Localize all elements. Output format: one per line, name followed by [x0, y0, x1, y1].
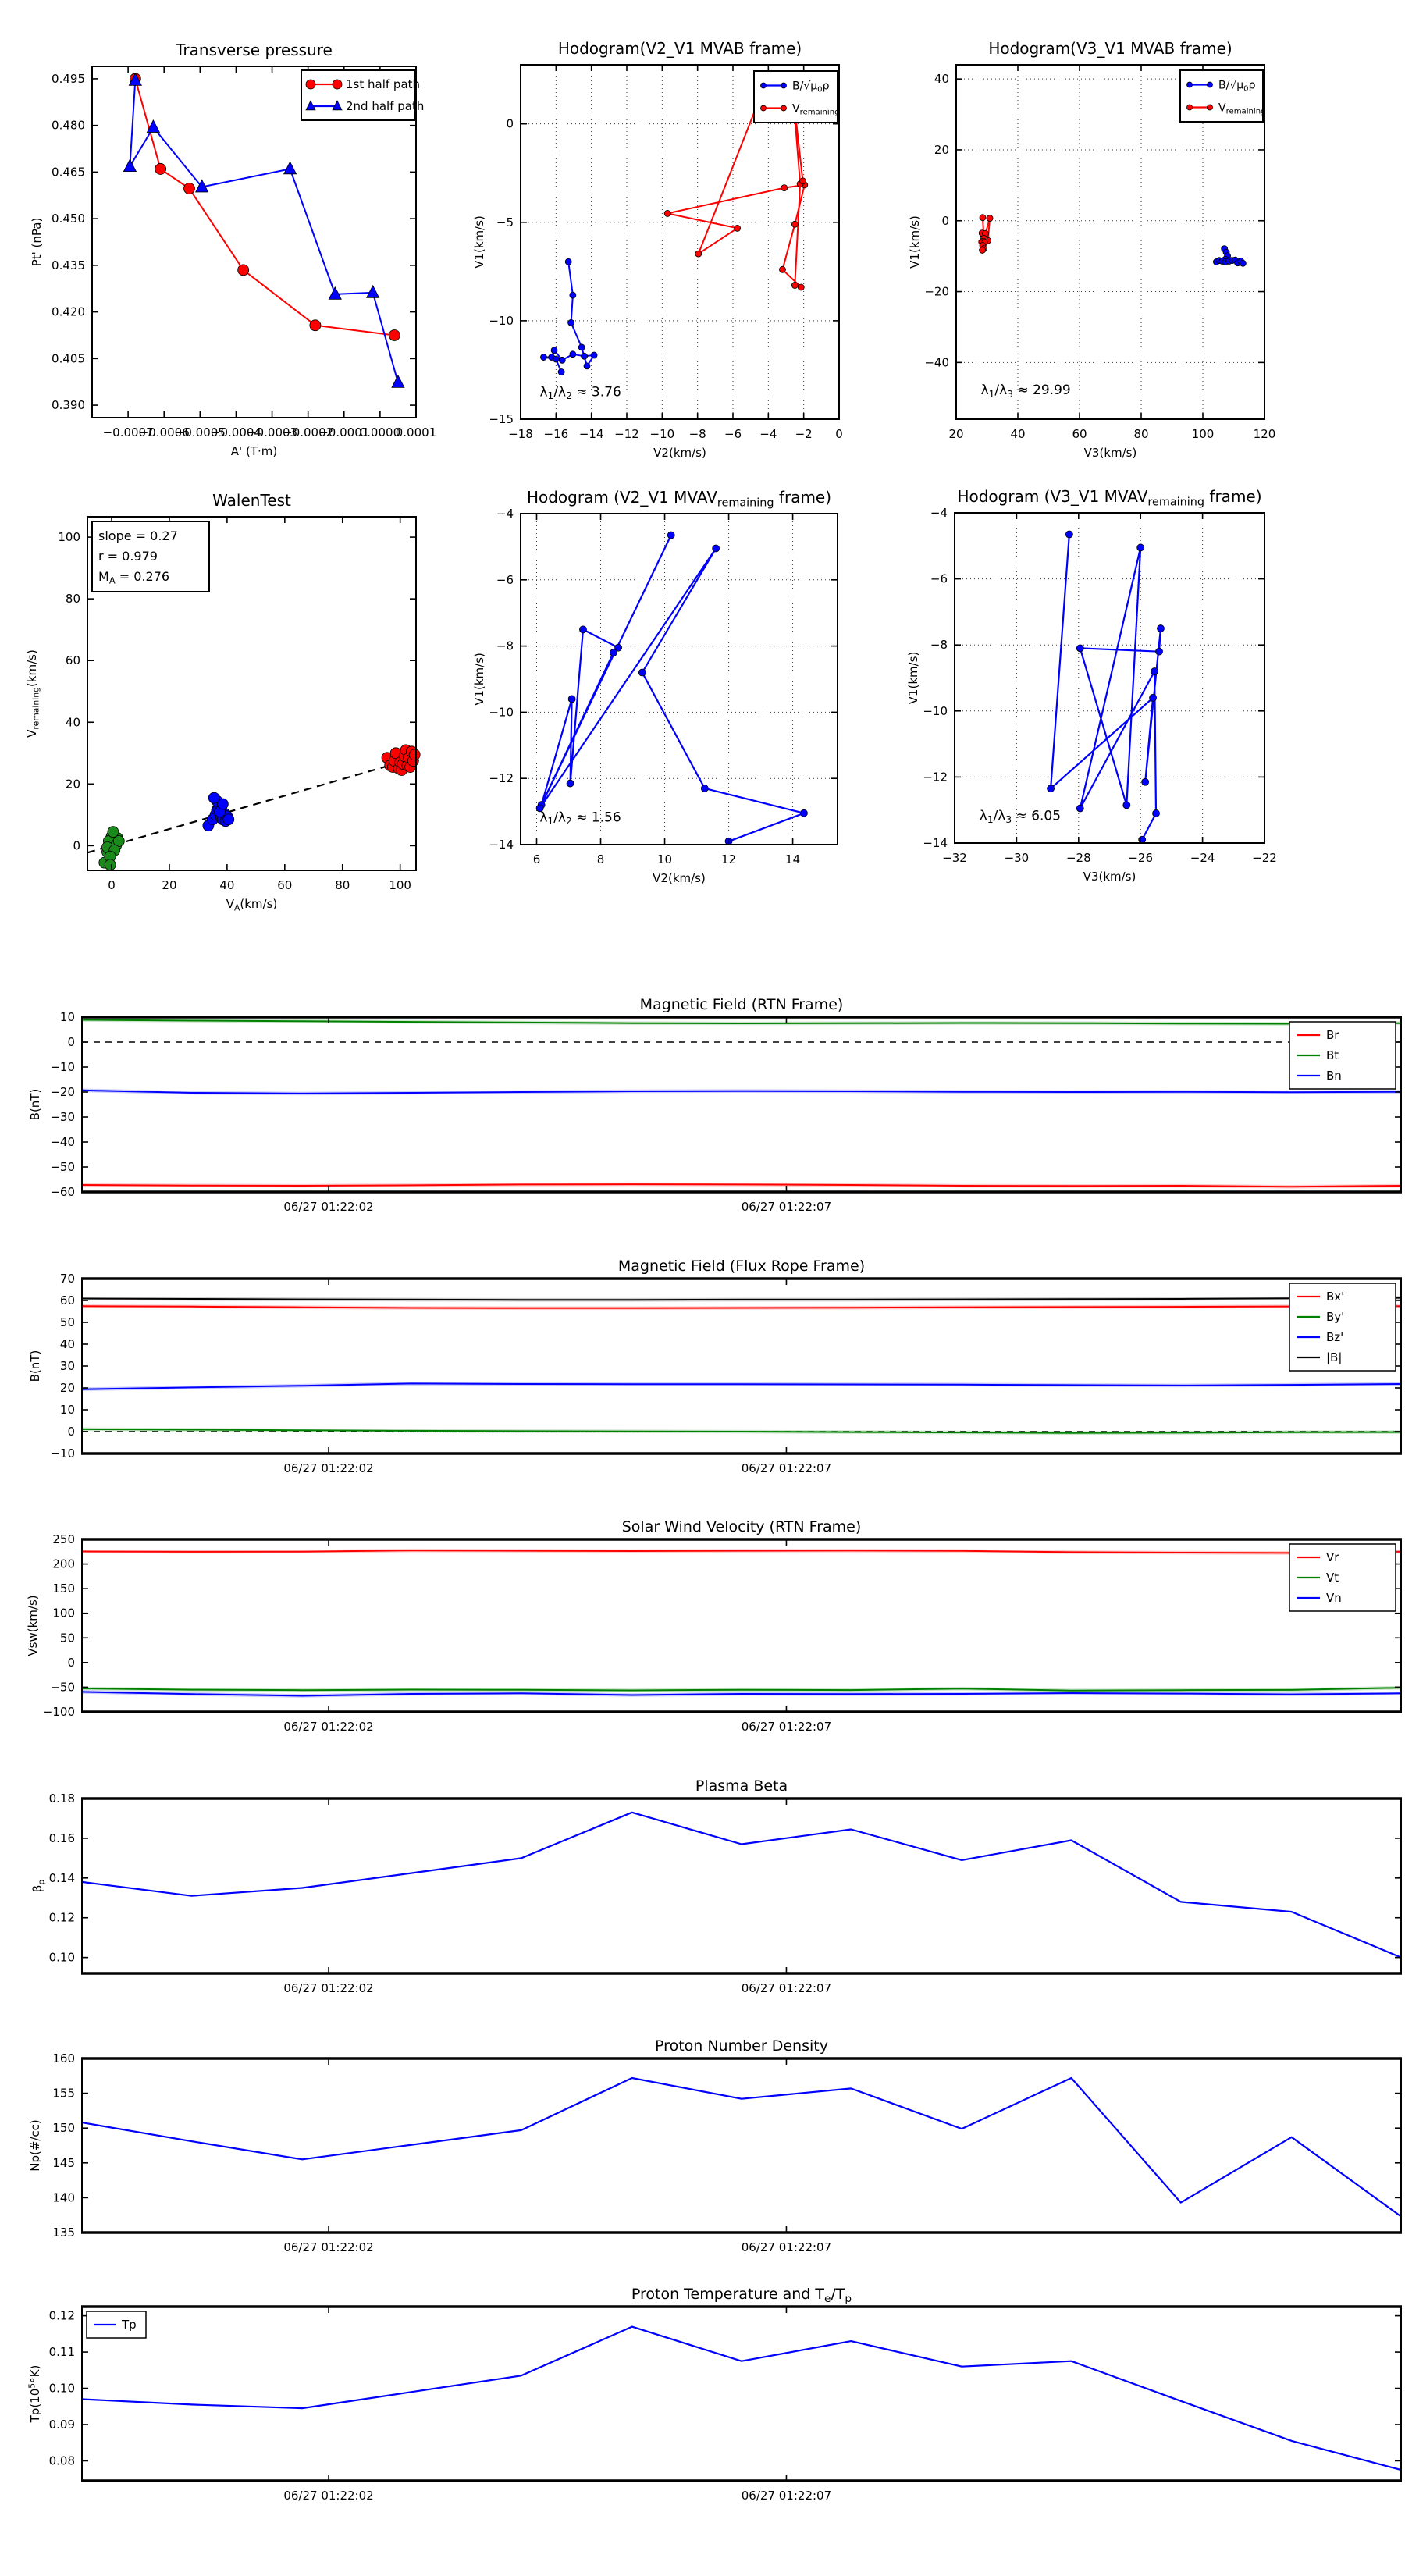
x-tick-label: −8 — [688, 427, 706, 441]
x-tick-label: 06/27 01:22:02 — [283, 2489, 374, 2503]
data-point-marker — [238, 265, 249, 276]
data-point-marker — [1208, 105, 1213, 110]
y-tick-label: 0.450 — [52, 212, 85, 226]
x-tick-label: 06/27 01:22:02 — [283, 1200, 374, 1214]
y-tick-label: −4 — [496, 507, 514, 521]
legend-label: 2nd half path — [346, 99, 425, 113]
data-point-marker — [1123, 802, 1130, 809]
data-point-marker — [1150, 694, 1157, 701]
x-axis-label: A' (T·m) — [230, 444, 278, 458]
y-tick-label: 0.11 — [48, 2345, 75, 2360]
y-tick-label: −12 — [923, 770, 948, 785]
y-axis-label: $V_{remaining}(km/s)$ — [25, 649, 41, 738]
data-point-marker — [582, 353, 588, 359]
data-point-marker — [735, 225, 741, 231]
data-point-marker — [800, 178, 806, 184]
data-point-marker — [123, 159, 136, 172]
chart-transverse-pressure — [30, 41, 436, 458]
data-point-marker — [568, 319, 574, 326]
y-tick-label: 10 — [59, 1010, 75, 1024]
legend — [1289, 1022, 1396, 1089]
y-tick-label: −12 — [489, 771, 514, 786]
chart-b-rtn — [28, 996, 1402, 1214]
chart-title: Magnetic Field (Flux Rope Frame) — [617, 1258, 866, 1275]
chart-proton-temperature — [27, 2286, 1402, 2503]
x-tick-label: 6 — [532, 852, 541, 866]
data-point-marker — [791, 282, 798, 288]
data-point-marker — [800, 809, 807, 817]
y-tick-label: 0.465 — [52, 165, 85, 180]
y-tick-label: 0 — [73, 838, 80, 853]
y-tick-label: 0 — [67, 1655, 75, 1670]
chart-title: Plasma Beta — [695, 1777, 788, 1795]
chart-title: Hodogram(V2_V1 MVAB frame) — [557, 39, 802, 58]
x-tick-label: 06/27 01:22:07 — [741, 2240, 832, 2254]
x-tick-label: 120 — [1253, 427, 1276, 441]
y-tick-label: 20 — [59, 1381, 75, 1395]
legend — [754, 71, 840, 123]
legend — [1289, 1283, 1396, 1371]
x-tick-label: 06/27 01:22:07 — [741, 1461, 832, 1475]
y-tick-label: 0.16 — [48, 1831, 75, 1845]
y-tick-label: 40 — [59, 1337, 75, 1351]
series-line-Np — [82, 2078, 1401, 2217]
x-tick-label: 0 — [835, 427, 843, 441]
axes-frame — [82, 1279, 1401, 1453]
legend — [87, 2311, 146, 2338]
y-tick-label: 145 — [52, 2155, 75, 2170]
x-tick-label: 100 — [389, 878, 411, 892]
series-line-fit line — [87, 758, 416, 853]
data-point-marker — [713, 545, 720, 552]
axes-frame — [82, 2058, 1401, 2233]
x-tick-label: −16 — [543, 427, 569, 441]
data-point-marker — [1139, 836, 1146, 843]
data-point-marker — [584, 363, 590, 369]
data-point-marker — [667, 532, 674, 539]
x-tick-label: 20 — [948, 427, 964, 441]
data-point-marker — [1208, 82, 1213, 87]
y-tick-label: −10 — [50, 1060, 75, 1074]
data-point-marker — [1240, 260, 1246, 266]
y-axis-label: V1(km/s) — [472, 215, 486, 269]
legend-label: $V_{remaining}$ — [792, 102, 840, 117]
y-tick-label: −5 — [496, 215, 514, 229]
chart-title: Hodogram (V3_V1 $MVAV_{remaining}$ frame) — [957, 487, 1262, 509]
x-tick-label: −18 — [508, 427, 533, 441]
x-tick-label: 12 — [721, 852, 737, 866]
legend — [1289, 1544, 1396, 1611]
legend-label: Bn — [1326, 1069, 1342, 1083]
data-point-marker — [980, 215, 986, 221]
y-tick-label: 0.09 — [48, 2417, 75, 2432]
x-tick-label: 80 — [335, 878, 350, 892]
y-tick-label: 0.12 — [48, 2308, 75, 2323]
y-axis-label: V1(km/s) — [908, 215, 922, 269]
x-tick-label: 0.0000 — [359, 425, 401, 439]
x-tick-label: 06/27 01:22:07 — [741, 2489, 832, 2503]
y-tick-label: 150 — [52, 1582, 75, 1596]
series-line-2nd half path — [130, 80, 398, 382]
data-point-marker — [1142, 778, 1149, 785]
x-axis-label: $V_A(km/s)$ — [226, 897, 278, 913]
y-tick-label: 50 — [59, 1315, 75, 1329]
y-tick-label: 200 — [52, 1557, 75, 1571]
series-markers-V remaining — [979, 215, 993, 254]
data-point-marker — [333, 80, 342, 89]
chart-title: Hodogram(V3_V1 MVAB frame) — [988, 39, 1232, 58]
y-tick-label: 20 — [934, 142, 949, 157]
series-markers-cluster-2 — [203, 792, 234, 831]
chart-title: Solar Wind Velocity (RTN Frame) — [621, 1518, 862, 1535]
x-tick-label: 06/27 01:22:07 — [741, 1200, 832, 1214]
lambda-ratio-annotation: $\lambda_1/\lambda_2 \approx 3.76$ — [539, 384, 621, 402]
x-tick-label: 0 — [108, 878, 116, 892]
legend-label: $B/√\mu_0\rho$ — [792, 80, 830, 94]
y-tick-label: −50 — [50, 1160, 75, 1174]
y-tick-label: 80 — [65, 592, 80, 607]
y-tick-label: −10 — [489, 313, 514, 328]
data-point-marker — [761, 105, 767, 111]
chart-proton-density — [28, 2037, 1402, 2254]
data-point-marker — [568, 696, 575, 703]
y-tick-label: 140 — [52, 2190, 75, 2205]
chart-title: Proton Number Density — [655, 2037, 828, 2055]
y-tick-label: 40 — [934, 72, 949, 87]
series-markers-cluster-3 — [382, 745, 420, 776]
stats-box-line: slope = 0.27 — [98, 528, 178, 543]
x-tick-label: −0.0004 — [210, 425, 261, 439]
y-axis-label: Pt' (nPa) — [30, 217, 44, 267]
x-tick-label: −4 — [759, 427, 777, 441]
y-tick-label: −50 — [50, 1680, 75, 1695]
y-tick-label: −40 — [50, 1135, 75, 1149]
legend-label: Vn — [1326, 1591, 1342, 1605]
y-axis-label: Vsw(km/s) — [26, 1595, 40, 1656]
data-point-marker — [155, 163, 166, 174]
y-tick-label: 150 — [52, 2121, 75, 2136]
data-point-marker — [987, 215, 993, 222]
chart-title: Proton Temperature and $T_e/T_p$ — [631, 2286, 852, 2306]
x-tick-label: −0.0002 — [283, 425, 334, 439]
legend-label: Tp — [122, 2318, 137, 2332]
x-tick-label: −30 — [1004, 851, 1030, 865]
data-point-marker — [1158, 625, 1165, 632]
y-axis-label: $Tp(10^5^\circ K)$ — [27, 2364, 42, 2423]
y-tick-label: −14 — [489, 838, 514, 852]
data-point-marker — [664, 210, 670, 216]
lambda-ratio-annotation: $\lambda_1/\lambda_3 \approx 6.05$ — [979, 808, 1062, 826]
y-tick-label: 160 — [52, 2051, 75, 2065]
y-tick-label: −8 — [930, 638, 948, 653]
x-tick-label: 0.0001 — [395, 425, 437, 439]
chart-hodogram-v3v1-mvab — [908, 39, 1275, 460]
x-axis-label: V3(km/s) — [1083, 446, 1137, 460]
legend-label: Bz' — [1326, 1330, 1344, 1344]
chart-title: WalenTest — [212, 491, 291, 510]
legend-label: Vr — [1326, 1550, 1339, 1564]
legend-label: Vt — [1326, 1571, 1339, 1585]
lambda-ratio-annotation: $\lambda_1/\lambda_3 \approx 29.99$ — [980, 382, 1071, 400]
data-point-marker — [578, 344, 585, 350]
chart-hodogram-v2v1-mvav — [472, 488, 838, 885]
data-point-marker — [781, 185, 788, 191]
x-tick-label: −12 — [614, 427, 639, 441]
data-point-marker — [540, 354, 546, 361]
chart-walen-test — [25, 491, 420, 913]
legend — [1180, 70, 1266, 122]
data-point-marker — [1187, 105, 1193, 110]
y-tick-label: 0.435 — [52, 258, 85, 272]
legend — [301, 70, 424, 120]
x-tick-label: −32 — [942, 851, 967, 865]
x-tick-label: −26 — [1128, 851, 1154, 865]
chart-hodogram-v2v1-mvab — [472, 39, 843, 460]
data-point-marker — [610, 649, 617, 656]
data-point-marker — [1153, 809, 1160, 817]
x-tick-label: 8 — [596, 852, 605, 866]
legend-label: $B/√\mu_0\rho$ — [1218, 79, 1256, 94]
y-tick-label: 0 — [941, 213, 949, 228]
data-point-marker — [1187, 82, 1193, 87]
data-point-marker — [310, 320, 321, 331]
data-point-marker — [1156, 648, 1163, 655]
data-point-marker — [701, 785, 708, 792]
data-point-marker — [306, 80, 315, 89]
x-tick-label: −14 — [578, 427, 604, 441]
data-point-marker — [184, 183, 195, 194]
data-point-marker — [761, 83, 767, 88]
x-tick-label: 40 — [219, 878, 235, 892]
series-line-V path — [540, 535, 804, 841]
data-point-marker — [781, 105, 787, 111]
stats-box-line: r = 0.979 — [98, 549, 158, 564]
lambda-ratio-annotation: $\lambda_1/\lambda_2 \approx 1.56$ — [539, 809, 621, 827]
y-axis-label: V1(km/s) — [906, 651, 920, 705]
y-tick-label: 50 — [59, 1631, 75, 1646]
data-point-marker — [1065, 531, 1072, 538]
data-point-marker — [1048, 785, 1055, 792]
data-point-marker — [695, 251, 702, 257]
chart-title: Transverse pressure — [176, 41, 333, 59]
x-tick-label: −2 — [795, 427, 813, 441]
y-tick-label: 0.10 — [48, 1950, 75, 1965]
chart-plasma-beta — [30, 1777, 1402, 1995]
series-line-beta_p — [82, 1813, 1401, 1958]
y-tick-label: −8 — [496, 639, 514, 653]
data-point-marker — [798, 284, 804, 290]
y-tick-label: −100 — [42, 1705, 75, 1719]
chart-title: Hodogram (V2_V1 $MVAV_{remaining}$ frame) — [526, 488, 832, 510]
y-tick-label: 10 — [59, 1403, 75, 1417]
series-markers-B/√μ0ρ — [1213, 246, 1246, 267]
data-point-marker — [638, 669, 646, 676]
chart-vsw-rtn — [26, 1518, 1402, 1734]
x-tick-label: −6 — [724, 427, 742, 441]
series-markers-V path — [536, 532, 807, 845]
y-axis-label: B(nT) — [28, 1088, 42, 1121]
data-point-marker — [409, 749, 420, 760]
legend-label: By' — [1326, 1310, 1345, 1324]
x-tick-label: −0.0003 — [247, 425, 298, 439]
y-axis-label: Np(#/cc) — [28, 2119, 42, 2172]
y-tick-label: 60 — [65, 653, 80, 668]
series-line-Tp — [82, 2327, 1401, 2471]
y-tick-label: 0.14 — [48, 1870, 75, 1885]
x-tick-label: 06/27 01:22:07 — [741, 1720, 832, 1734]
y-tick-label: 0.390 — [52, 398, 85, 413]
x-tick-label: 10 — [656, 852, 673, 866]
y-tick-label: 100 — [52, 1606, 75, 1621]
data-point-marker — [567, 780, 574, 787]
data-point-marker — [329, 287, 341, 300]
data-point-marker — [105, 859, 116, 870]
legend-label: 1st half path — [346, 77, 421, 91]
data-point-marker — [367, 286, 379, 298]
data-point-marker — [779, 266, 785, 272]
y-axis-label: B(nT) — [28, 1350, 42, 1382]
y-tick-label: −4 — [930, 506, 948, 520]
axes-frame — [521, 514, 838, 845]
axes-frame — [82, 1799, 1401, 1973]
y-axis-label: V1(km/s) — [472, 653, 486, 706]
y-tick-label: 70 — [59, 1272, 75, 1286]
data-point-marker — [223, 814, 234, 825]
y-tick-label: 60 — [59, 1293, 75, 1308]
y-tick-label: −6 — [496, 572, 514, 587]
stats-box-line: $M_A = 0.276$ — [98, 569, 170, 586]
x-tick-label: 14 — [785, 852, 801, 866]
y-tick-label: −15 — [489, 412, 514, 426]
x-tick-label: 06/27 01:22:02 — [283, 1720, 374, 1734]
legend-label: Bt — [1326, 1048, 1339, 1062]
axes-frame — [82, 2307, 1401, 2481]
x-axis-label: V2(km/s) — [653, 871, 706, 885]
data-point-marker — [591, 352, 597, 358]
data-point-marker — [551, 347, 557, 354]
data-point-marker — [570, 292, 576, 298]
x-tick-label: 20 — [162, 878, 177, 892]
data-point-marker — [1137, 544, 1144, 551]
data-point-marker — [553, 356, 559, 362]
x-tick-label: −22 — [1252, 851, 1277, 865]
x-tick-label: 60 — [277, 878, 293, 892]
legend-label: |B| — [1326, 1350, 1343, 1364]
x-tick-label: 06/27 01:22:07 — [741, 1981, 832, 1995]
x-tick-label: −0.0001 — [318, 425, 370, 439]
y-tick-label: −6 — [930, 571, 948, 586]
series-markers-B/√μ0ρ — [540, 258, 597, 375]
x-axis-label: V2(km/s) — [653, 446, 706, 460]
y-tick-label: 0.18 — [48, 1791, 75, 1806]
y-tick-label: 0.12 — [48, 1910, 75, 1925]
x-tick-label: −0.0007 — [102, 425, 154, 439]
x-tick-label: 80 — [1133, 427, 1149, 441]
series-markers-cluster-1 — [99, 827, 124, 870]
data-point-marker — [1151, 668, 1158, 675]
x-tick-label: −24 — [1190, 851, 1215, 865]
legend-label: Bx' — [1326, 1290, 1345, 1304]
y-tick-label: 250 — [52, 1532, 75, 1546]
data-point-marker — [1076, 645, 1083, 652]
y-tick-label: −10 — [923, 703, 948, 718]
x-tick-label: −0.0005 — [174, 425, 226, 439]
x-tick-label: 06/27 01:22:02 — [283, 1981, 374, 1995]
legend-label: Br — [1326, 1028, 1339, 1042]
y-tick-label: 0 — [67, 1425, 75, 1439]
y-tick-label: 0.405 — [52, 351, 85, 366]
data-point-marker — [389, 329, 400, 340]
data-point-marker — [392, 375, 404, 388]
data-point-marker — [570, 351, 576, 358]
chart-title: Magnetic Field (RTN Frame) — [639, 996, 844, 1013]
data-point-marker — [284, 162, 297, 174]
y-tick-label: 0.420 — [52, 304, 85, 319]
y-tick-label: 100 — [58, 530, 80, 545]
data-point-marker — [565, 258, 571, 265]
data-point-marker — [781, 83, 787, 88]
y-tick-label: 155 — [52, 2086, 75, 2101]
y-tick-label: −10 — [489, 705, 514, 720]
y-tick-label: 0.495 — [52, 71, 85, 86]
data-point-marker — [980, 247, 986, 253]
y-axis-label: $\beta_p$ — [30, 1879, 47, 1893]
y-tick-label: −40 — [924, 355, 949, 370]
y-tick-label: −20 — [50, 1085, 75, 1099]
data-point-marker — [559, 357, 565, 363]
legend-label: $V_{remaining}$ — [1218, 101, 1266, 116]
y-tick-label: 30 — [59, 1359, 75, 1373]
y-tick-label: 0.10 — [48, 2381, 75, 2396]
data-point-marker — [579, 626, 586, 633]
x-tick-label: −0.0006 — [138, 425, 190, 439]
y-tick-label: 40 — [65, 715, 80, 730]
data-point-marker — [791, 221, 798, 227]
y-tick-label: −14 — [923, 836, 948, 850]
data-point-marker — [1076, 805, 1083, 812]
y-tick-label: 0.08 — [48, 2453, 75, 2468]
x-tick-label: −28 — [1065, 851, 1091, 865]
y-tick-label: −60 — [50, 1185, 75, 1199]
axes-frame — [82, 1539, 1401, 1712]
y-tick-label: 0 — [506, 116, 514, 131]
x-axis-label: V3(km/s) — [1083, 870, 1136, 884]
y-tick-label: −20 — [924, 284, 949, 299]
data-point-marker — [217, 799, 228, 809]
data-point-marker — [558, 368, 564, 375]
y-tick-label: 20 — [65, 777, 80, 792]
x-tick-label: 60 — [1072, 427, 1087, 441]
x-tick-label: 100 — [1191, 427, 1215, 441]
y-tick-label: 135 — [52, 2226, 75, 2240]
y-tick-label: −30 — [50, 1110, 75, 1124]
x-tick-label: −10 — [649, 427, 675, 441]
chart-b-fluxrope — [28, 1258, 1402, 1475]
series-line-V path — [1051, 535, 1161, 840]
x-tick-label: 06/27 01:22:02 — [283, 2240, 374, 2254]
y-tick-label: −10 — [50, 1446, 75, 1461]
axes-frame — [82, 1017, 1401, 1192]
x-tick-label: 40 — [1010, 427, 1026, 441]
y-tick-label: 0 — [67, 1035, 75, 1049]
x-tick-label: 06/27 01:22:02 — [283, 1461, 374, 1475]
y-tick-label: 0.480 — [52, 118, 85, 133]
chart-hodogram-v3v1-mvav — [906, 487, 1277, 884]
